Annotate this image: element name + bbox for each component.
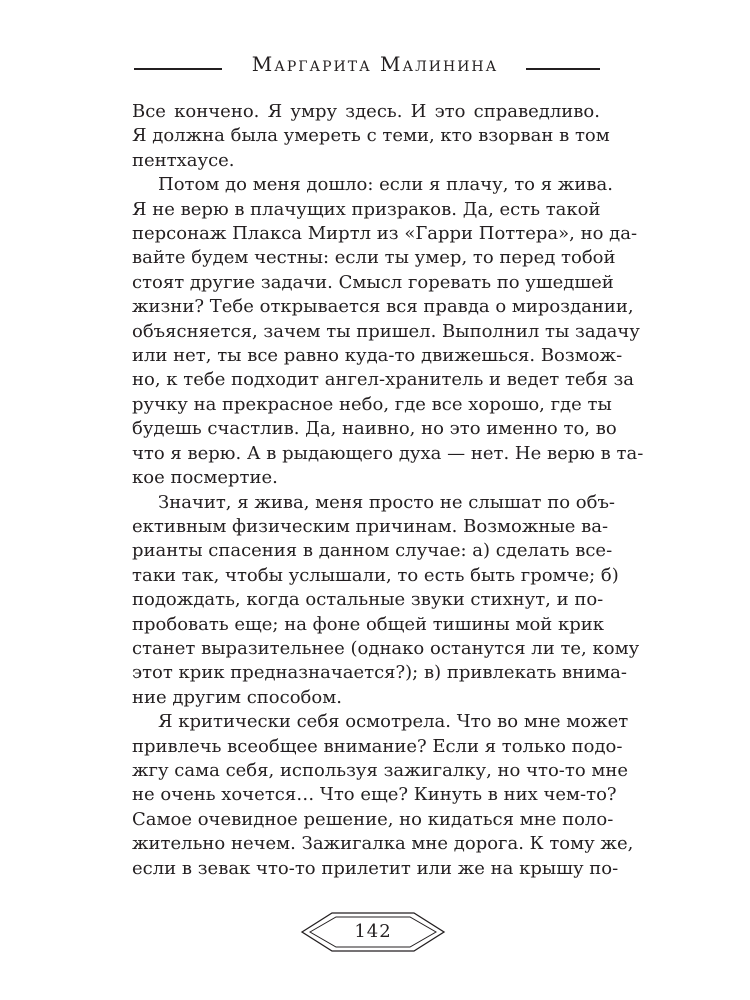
text-line: если в зевак что-то прилетит или же на крышу по- xyxy=(132,857,619,879)
text-line: жительно нечем. Зажигалка мне дорога. К тому же, xyxy=(132,833,634,855)
paragraph xyxy=(132,710,634,881)
header-author: Маргарита Малинина xyxy=(251,52,499,76)
header-rule-left xyxy=(134,68,222,70)
text-line: не очень хочется… Что еще? Кинуть в них чем-то? xyxy=(132,784,617,806)
text-line: объясняется, зачем ты пришел. Выполнил ты задачу xyxy=(132,320,640,342)
paragraph xyxy=(132,173,644,490)
text-line: стоят другие задачи. Смысл горевать по ушедшей xyxy=(132,271,614,293)
header-rule-right xyxy=(526,68,600,70)
page-number: 142 xyxy=(354,921,392,942)
text-line: но, к тебе подходит ангел-хранитель и ведет тебя за xyxy=(132,369,635,391)
text-line: таки так, чтобы услышали, то есть быть громче; б) xyxy=(132,564,619,586)
text-line: этот крик предназначается?); в) привлекать внима- xyxy=(132,662,627,684)
text-line: будешь счастлив. Да, наивно, но это именно то, во xyxy=(132,418,617,440)
text-line: что я верю. А в рыдающего духа — нет. Не верю в та- xyxy=(132,442,644,464)
text-line: станет выразительнее (однако останутся ли те, кому xyxy=(132,637,640,659)
text-line: ние другим способом. xyxy=(132,686,342,708)
running-header xyxy=(134,50,600,90)
text-line: подождать, когда остальные звуки стихнут, и по- xyxy=(132,589,604,611)
text-line: жизни? Тебе открывается вся правда о мироздании, xyxy=(132,296,634,318)
text-line: пробовать еще; на фоне общей тишины мой крик xyxy=(132,613,605,635)
text-line: персонаж Плакса Миртл из «Гарри Поттера», но да- xyxy=(132,223,638,245)
text-line: вайте будем честны: если ты умер, то перед тобой xyxy=(132,247,616,269)
text-line: привлечь всеобщее внимание? Если я только подо- xyxy=(132,735,623,757)
text-line: кое посмертие. xyxy=(132,467,278,489)
text-line: Все кончено. Я умру здесь. И это справедливо. xyxy=(132,101,600,122)
paragraph xyxy=(132,491,640,711)
text-line: Я не верю в плачущих призраков. Да, есть такой xyxy=(132,198,601,220)
text-line: ручку на прекрасное небо, где все хорошо, где ты xyxy=(132,393,612,415)
text-line: Я должна была умереть с теми, кто взорван в том xyxy=(132,125,610,147)
text-line: ективным физическим причинам. Возможные ва- xyxy=(132,515,609,537)
paragraph xyxy=(132,100,610,173)
text-line: жгу сама себя, используя зажигалку, но что-то мне xyxy=(132,759,629,781)
text-line: Самое очевидное решение, но кидаться мне поло- xyxy=(132,808,614,830)
text-line: Значит, я жива, меня просто не слышат по объ- xyxy=(158,491,615,513)
page-number-ornament xyxy=(298,910,448,954)
text-line: Потом до меня дошло: если я плачу, то я жива. xyxy=(158,174,613,196)
text-line: пентхаусе. xyxy=(132,149,235,171)
text-line: рианты спасения в данном случае: а) сделать все- xyxy=(132,540,613,562)
text-line: Я критически себя осмотрела. Что во мне может xyxy=(158,711,629,733)
text-line: или нет, ты все равно куда-то движешься. Возмож- xyxy=(132,345,623,367)
body-text xyxy=(132,100,644,881)
